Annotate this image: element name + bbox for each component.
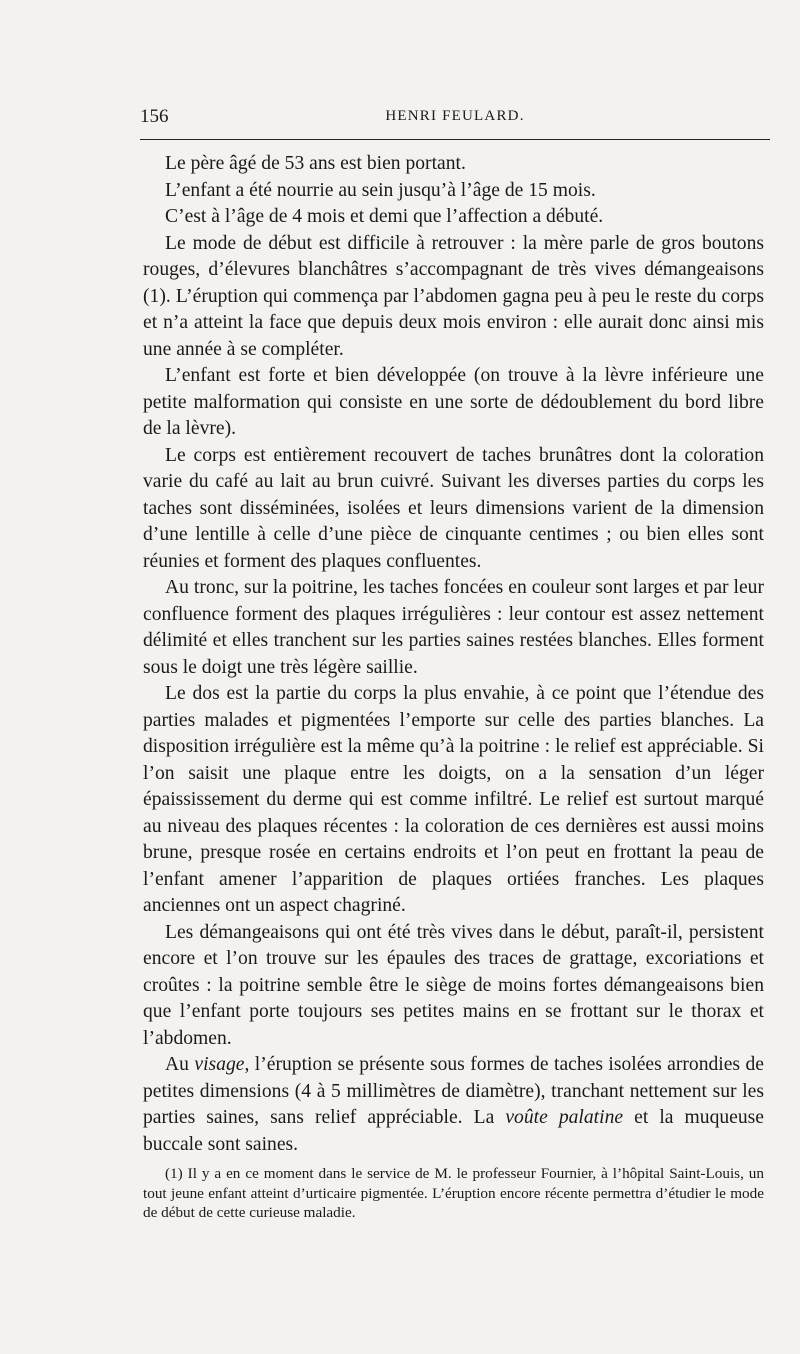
text-run: , l’éruption se présente sous formes de taches isolées arrondies de petites dimensions (4 à 5 millimètres de diamètre), tranchant nettement sur les parties saines, sans relief appréciable. La [143, 1054, 764, 1128]
paragraph: Le père âgé de 53 ans est bien portant. [165, 153, 466, 174]
paragraph: Le mode de début est difficile à retrouver : la mère parle de gros boutons rouges, d’élevures blanchâtres s’accompagnant de très vives démangeaisons (1). L’éruption qui commença par l’abdomen gagna peu à peu le reste du corps et n’a atteint la face que depuis deux mois environ : elle aurait donc ainsi mis une année à se compléter. [143, 232, 764, 360]
header-rule [140, 139, 770, 140]
italic-term-voute-palatine: voûte palatine [505, 1107, 624, 1128]
page-number: 156 [140, 106, 169, 127]
text-run: et la muqueuse buccale sont saines. [143, 1107, 764, 1155]
footnote-text: (1) Il y a en ce moment dans le service de M. le professeur Fournier, à l’hôpital Saint-Louis, un tout jeune enfant atteint d’urticaire pigmentée. L’éruption encore récente permettra d’étudier le mode de début de cette curieuse maladie. [143, 1165, 764, 1221]
paragraph: L’enfant est forte et bien développée (on trouve à la lèvre inférieure une petite malformation qui consiste en une sorte de dédoublement du bord libre de la lèvre). [143, 365, 764, 439]
italic-term-visage: visage [194, 1054, 245, 1075]
paragraph: L’enfant a été nourrie au sein jusqu’à l’âge de 15 mois. [165, 179, 596, 201]
paragraph: Les démangeaisons qui ont été très vives dans le début, paraît-il, persistent encore et l’on trouve sur les épaules des traces de grattage, excoriations et croûtes : la poitrine semble être le siège de moins fortes démangeaisons bien que l’enfant porte toujours ses petites mains en se frottant sur le thorax et l’abdomen. [143, 921, 764, 1049]
paragraph: Le dos est la partie du corps la plus envahie, à ce point que l’étendue des parties malades et pigmentées l’emporte sur celle des parties blanches. La disposition irrégulière est la même qu’à la poitrine : le relief est appréciable. Si l’on saisit une plaque entre les doigts, on a la sensation d’un léger épaississement du derme qui est comme infiltré. Le relief est surtout marqué au niveau des plaques récentes : la coloration de ces dernières est aussi moins brune, presque rosée en certains endroits et l’on peut en frottant la peau de l’enfant amener l’apparition de plaques ortiées franches. Les plaques anciennes ont un aspect chagriné. [143, 683, 764, 916]
page-header [140, 106, 770, 130]
footnote [143, 1164, 764, 1223]
body-text [143, 151, 764, 1158]
text-run: Au [165, 1054, 195, 1075]
paragraph: C’est à l’âge de 4 mois et demi que l’affection a débuté. [165, 206, 604, 227]
paragraph: Au tronc, sur la poitrine, les taches foncées en couleur sont larges et par leur confluence forment des plaques irrégulières : leur contour est assez nettement délimité et elles tranchent sur les parties saines restées blanches. Elles forment sous le doigt une très légère saillie. [143, 577, 764, 678]
running-title: HENRI FEULARD. [385, 108, 525, 124]
paragraph: Le corps est entièrement recouvert de taches brunâtres dont la coloration varie du café au lait au brun cuivré. Suivant les diverses parties du corps les taches sont disséminées, isolées et leurs dimensions varient de la dimension d’une lentille à celle d’une pièce de cinquante centimes ; ou bien elles sont réunies et forment des plaques confluentes. [143, 444, 764, 572]
paragraph-last [143, 1052, 764, 1158]
